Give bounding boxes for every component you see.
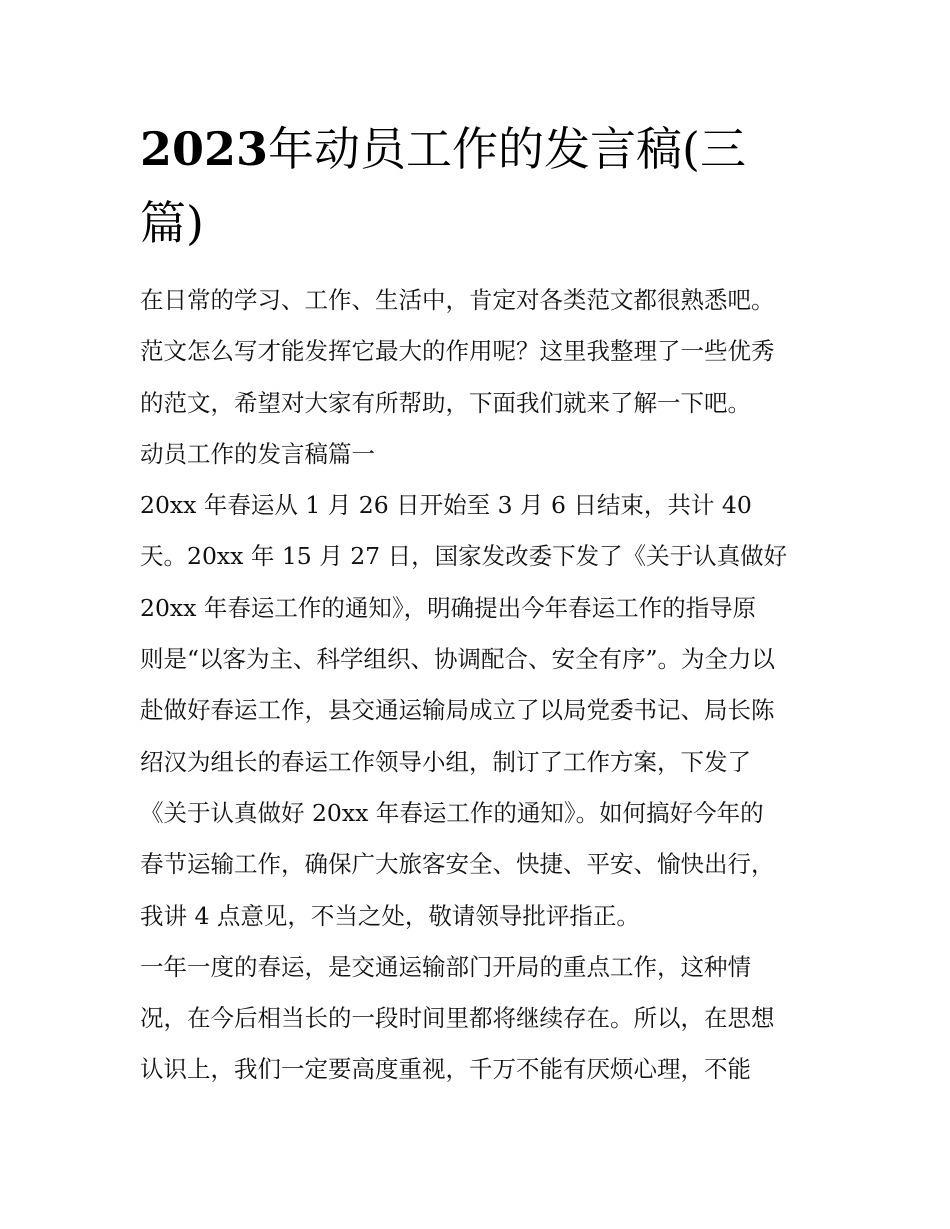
text-line: 《关于认真做好 20xx 年春运工作的通知》。如何搞好今年的 bbox=[140, 798, 764, 827]
text-line: 况，在今后相当长的一段时间里都将继续存在。所以，在思想 bbox=[140, 1004, 775, 1033]
text-line: 的范文，希望对大家有所帮助，下面我们就来了解一下吧。 bbox=[140, 388, 751, 417]
text-line: 则是“以客为主、科学组织、协调配合、安全有序”。为全力以 bbox=[140, 645, 776, 674]
text-line: 20xx 年春运工作的通知》，明确提出今年春运工作的指导原 bbox=[140, 593, 757, 622]
text-line: 我讲 4 点意见，不当之处，敬请领导批评指正。 bbox=[140, 901, 640, 930]
text-line: 在日常的学习、工作、生活中，肯定对各类范文都很熟悉吧。 bbox=[140, 286, 775, 314]
text-line: 绍汉为组长的春运工作领导小组，制订了工作方案，下发了 bbox=[140, 747, 751, 776]
text-line: 范文怎么写才能发挥它最大的作用呢？这里我整理了一些优秀 bbox=[140, 337, 775, 366]
title-line1-text: 年动员工作的发言稿(三 bbox=[268, 122, 746, 176]
text-line: 赴做好春运工作，县交通运输局成立了以局党委书记、局长陈 bbox=[140, 696, 775, 725]
title-line2-text: 篇) bbox=[140, 196, 204, 250]
text-line: 一年一度的春运，是交通运输部门开局的重点工作，这种情 bbox=[140, 952, 751, 981]
text-line: 春节运输工作，确保广大旅客安全、快捷、平安、愉快出行， bbox=[140, 850, 775, 879]
document-title bbox=[140, 112, 820, 260]
section-heading: 动员工作的发言稿篇一 bbox=[140, 439, 375, 468]
title-year: 2023 bbox=[140, 122, 269, 176]
text-line: 20xx 年春运从 1 月 26 日开始至 3 月 6 日结束，共计 40 bbox=[140, 491, 752, 520]
text-line: 认识上，我们一定要高度重视，千万不能有厌烦心理，不能 bbox=[140, 1055, 751, 1084]
document-body bbox=[140, 275, 820, 1096]
text-line: 天。20xx 年 15 月 27 日，国家发改委下发了《关于认真做好 bbox=[140, 542, 788, 571]
